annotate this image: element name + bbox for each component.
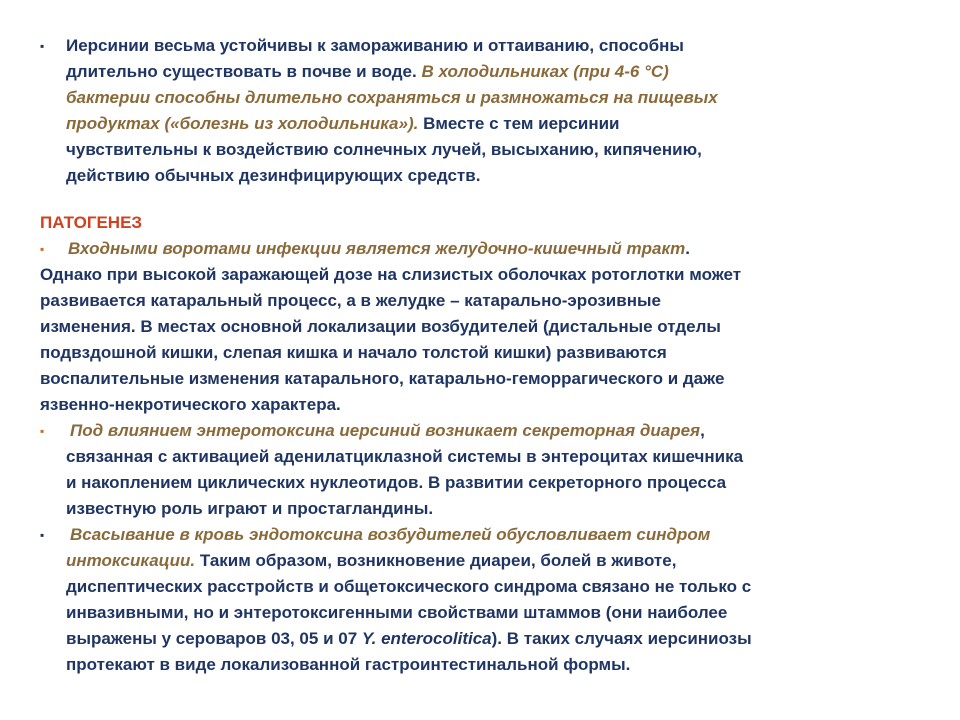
- text-line: подвздошной кишки, слепая кишка и начало толстой кишки) развиваются: [40, 343, 667, 362]
- paragraph-entry-gates: [40, 236, 741, 418]
- text-span: выражены у сероваров 03, 05 и 07: [66, 629, 362, 648]
- emphasis-span: Под влиянием энтеротоксина иерсиний возникает секреторная диарея: [70, 421, 701, 440]
- text-line: протекают в виде локализованной гастроинтестинальной формы.: [66, 655, 631, 674]
- text-span: .: [685, 239, 690, 258]
- emphasis-span: интоксикации.: [66, 551, 196, 570]
- text-line: изменения. В местах основной локализации возбудителей (дистальные отделы: [40, 317, 721, 336]
- bullet-icon: ▪: [40, 528, 45, 542]
- bullet-icon: ▪: [40, 39, 45, 53]
- text-line: связанная с активацией аденилатциклазной системы в энтероцитах кишечника: [66, 447, 744, 466]
- text-span: ,: [700, 421, 705, 440]
- text-line: язвенно-некротического характера.: [40, 395, 341, 414]
- text-line: [40, 236, 741, 262]
- text-line: диспептических расстройств и общетоксического синдрома связано не только с: [66, 577, 752, 596]
- paragraph-resistance: [66, 33, 718, 189]
- paragraph-endotoxin: [66, 522, 752, 678]
- text-line: Иерсинии весьма устойчивы к замораживанию и оттаиванию, способны: [66, 36, 684, 55]
- section-heading: ПАТОГЕНЕЗ: [40, 213, 143, 232]
- text-line: известную роль играют и простагландины.: [66, 499, 434, 518]
- text-line: Всасывание в кровь эндотоксина возбудителей обусловливает синдром: [70, 525, 711, 544]
- bullet-icon: ▪: [40, 424, 45, 438]
- text-line: [66, 626, 752, 652]
- text-span: ). В таких случаях иерсиниозы: [491, 629, 752, 648]
- text-line: инвазивными, но и энтеротоксигенными свойствами штаммов (они наиболее: [66, 603, 728, 622]
- text-line: и накоплением циклических нуклеотидов. В развитии секреторного процесса: [66, 473, 727, 492]
- text-line: чувствительны к воздействию солнечных лучей, высыханию, кипячению,: [66, 140, 702, 159]
- text-line: [66, 418, 743, 444]
- text-line: [66, 111, 718, 137]
- text-span: длительно существовать в почве и воде.: [66, 62, 422, 81]
- text-line: [66, 59, 718, 85]
- emphasis-span: продуктах («болезнь из холодильника»).: [66, 114, 419, 133]
- emphasis-span: В холодильниках (при 4-6 °С): [421, 62, 669, 81]
- text-span: Вместе с тем иерсинии: [418, 114, 620, 133]
- species-name: Y. enterocolitica: [361, 629, 492, 648]
- text-line: бактерии способны длительно сохраняться и размножаться на пищевых: [66, 88, 718, 107]
- emphasis-span: Входными воротами инфекции является желудочно-кишечный тракт: [68, 239, 686, 258]
- text-line: [66, 548, 752, 574]
- bullet-icon: ▪: [40, 242, 45, 256]
- text-span: Таким образом, возникновение диареи, болей в животе,: [195, 551, 677, 570]
- text-line: воспалительные изменения катарального, катарально-геморрагического и даже: [40, 369, 725, 388]
- text-line: развивается катаральный процесс, а в желудке – катарально-эрозивные: [40, 291, 661, 310]
- paragraph-enterotoxin: [66, 418, 743, 522]
- text-line: Однако при высокой заражающей дозе на слизистых оболочках ротоглотки может: [40, 265, 742, 284]
- text-line: действию обычных дезинфицирующих средств.: [66, 166, 481, 185]
